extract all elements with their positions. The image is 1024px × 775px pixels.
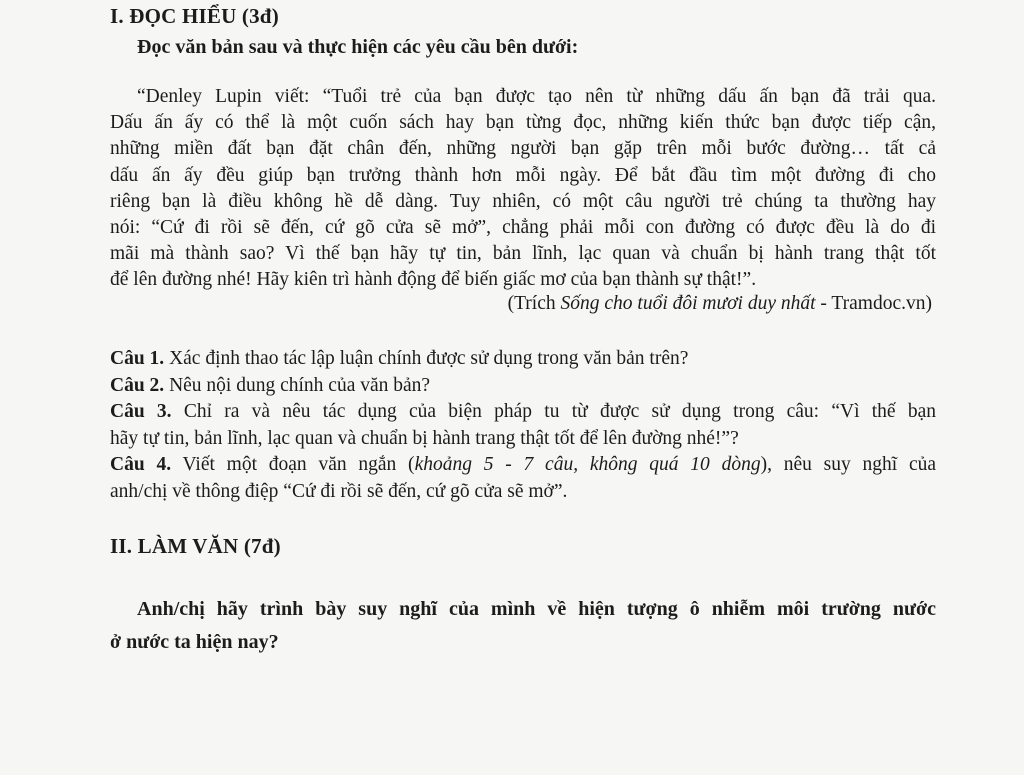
essay-prompt-line: Anh/chị hãy trình bày suy nghĩ của mình về hiện tượng ô nhiễm môi trường nước [137, 598, 936, 620]
passage-line: Dấu ấn ấy có thể là một cuốn sách hay bạn từng đọc, những kiến thức bạn được tiếp cận, [110, 112, 936, 134]
question-label: Câu 1. [110, 348, 165, 369]
question-text: Nêu nội dung chính của văn bản? [164, 374, 431, 396]
passage-line: dấu ấn ấy đều giúp bạn trưởng thành hơn mỗi ngày. Để bắt đầu tìm một đường đi cho [110, 164, 936, 186]
question-1 [110, 346, 936, 373]
question-4 [110, 452, 936, 479]
question-label: Câu 4. [110, 454, 172, 475]
passage-line: riêng bạn là điều không hề dễ dàng. Tuy nhiên, có một câu người trẻ chúng ta thường hay [110, 190, 936, 212]
question-3-continued: hãy tự tin, bản lĩnh, lạc quan và chuẩn bị hành trang thật tốt để lên đường nhé!”? [110, 427, 739, 449]
passage-line: nói: “Cứ đi rồi sẽ đến, cứ gõ cửa sẽ mở”, chẳng phải mỗi con đường có được đều là do đi [110, 217, 936, 239]
essay-prompt [110, 593, 936, 659]
citation-suffix: - Tramdoc.vn) [815, 293, 932, 314]
question-text-after: ), nêu suy nghĩ của [760, 454, 937, 475]
question-text: Viết một đoạn văn ngắn ( [171, 454, 415, 475]
reading-instruction: Đọc văn bản sau và thực hiện các yêu cầu bên dưới: [137, 36, 579, 58]
section-1-title: I. ĐỌC HIỂU (3đ) [110, 4, 279, 28]
citation-prefix: (Trích [507, 293, 561, 314]
question-label: Câu 3. [110, 401, 172, 422]
citation-title: Sống cho tuổi đôi mươi duy nhất [560, 293, 816, 314]
question-text: Chỉ ra và nêu tác dụng của biện pháp tu từ được sử dụng trong câu: “Vì thế bạn [171, 401, 936, 422]
passage-line: mãi mà thành sao? Vì thế bạn hãy tự tin, bản lĩnh, lạc quan và chuẩn bị hành trang thật tốt [110, 243, 936, 265]
passage-line: “Denley Lupin viết: “Tuổi trẻ của bạn được tạo nên từ những dấu ấn bạn đã trải qua. [137, 86, 936, 107]
reading-passage [110, 84, 936, 294]
question-text-italic: khoảng 5 - 7 câu, không quá 10 dòng [414, 454, 761, 475]
question-3 [110, 399, 936, 426]
passage-citation [508, 293, 932, 315]
essay-prompt-line: ở nước ta hiện nay? [110, 631, 279, 653]
question-text: Xác định thao tác lập luận chính được sử dụng trong văn bản trên? [164, 348, 689, 369]
section-2-title: II. LÀM VĂN (7đ) [110, 534, 281, 558]
passage-line: để lên đường nhé! Hãy kiên trì hành động để biến giấc mơ của bạn thành sự thật!”. [110, 269, 757, 291]
question-list [110, 346, 936, 505]
question-2 [110, 373, 936, 400]
passage-line: những miền đất bạn đặt chân đến, những người bạn gặp trên mỗi bước đường… tất cả [110, 138, 936, 160]
question-4-continued: anh/chị về thông điệp “Cứ đi rồi sẽ đến, cứ gõ cửa sẽ mở”. [110, 480, 568, 502]
question-label: Câu 2. [110, 374, 165, 396]
